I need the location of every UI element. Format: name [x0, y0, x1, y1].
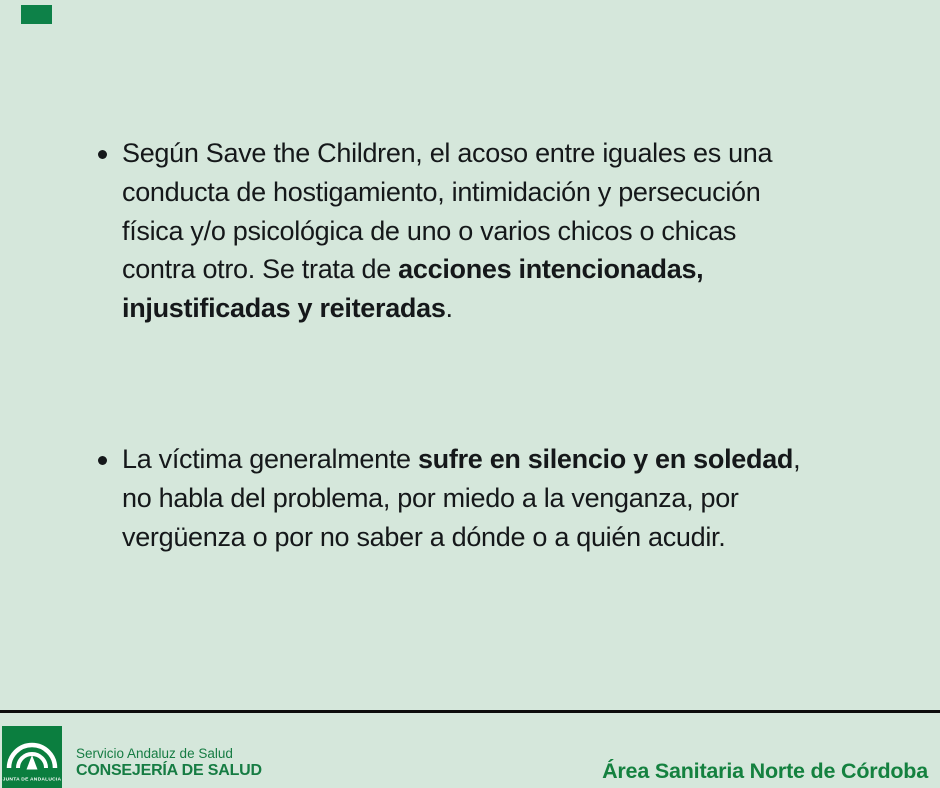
- junta-logo-icon: [2, 726, 62, 788]
- bullet-dot: [98, 456, 107, 465]
- logo-label: JUNTA DE ANDALUCIA: [2, 777, 62, 783]
- footer-divider: [0, 710, 940, 713]
- bullet-dot: [98, 150, 107, 159]
- department-name-text: CONSEJERÍA DE SALUD: [76, 762, 262, 779]
- org-names-block: [76, 746, 262, 780]
- bullet-item-definition: [98, 134, 772, 328]
- bullet-text-victim: La víctima generalmente sufre en silencio y en soledad, no habla del problema, por miedo a la venganza, por vergüenza o por no saber a dónde o a quién acudir.: [122, 444, 801, 552]
- bullet-text-definition: Según Save the Children, el acoso entre iguales es una conducta de hostigamiento, intimidación y persecución física y/o psicológica de uno o varios chicos o chicas contra otro. Se trata de acciones intencionadas, injustificadas y reiteradas.: [122, 138, 773, 324]
- bullet-item-victim: [98, 440, 800, 556]
- service-name-text: Servicio Andaluz de Salud: [76, 746, 233, 761]
- junta-de-andalucia-logo: [2, 726, 62, 788]
- health-area-title: Área Sanitaria Norte de Córdoba: [602, 759, 928, 783]
- corner-accent-mark: [21, 5, 52, 24]
